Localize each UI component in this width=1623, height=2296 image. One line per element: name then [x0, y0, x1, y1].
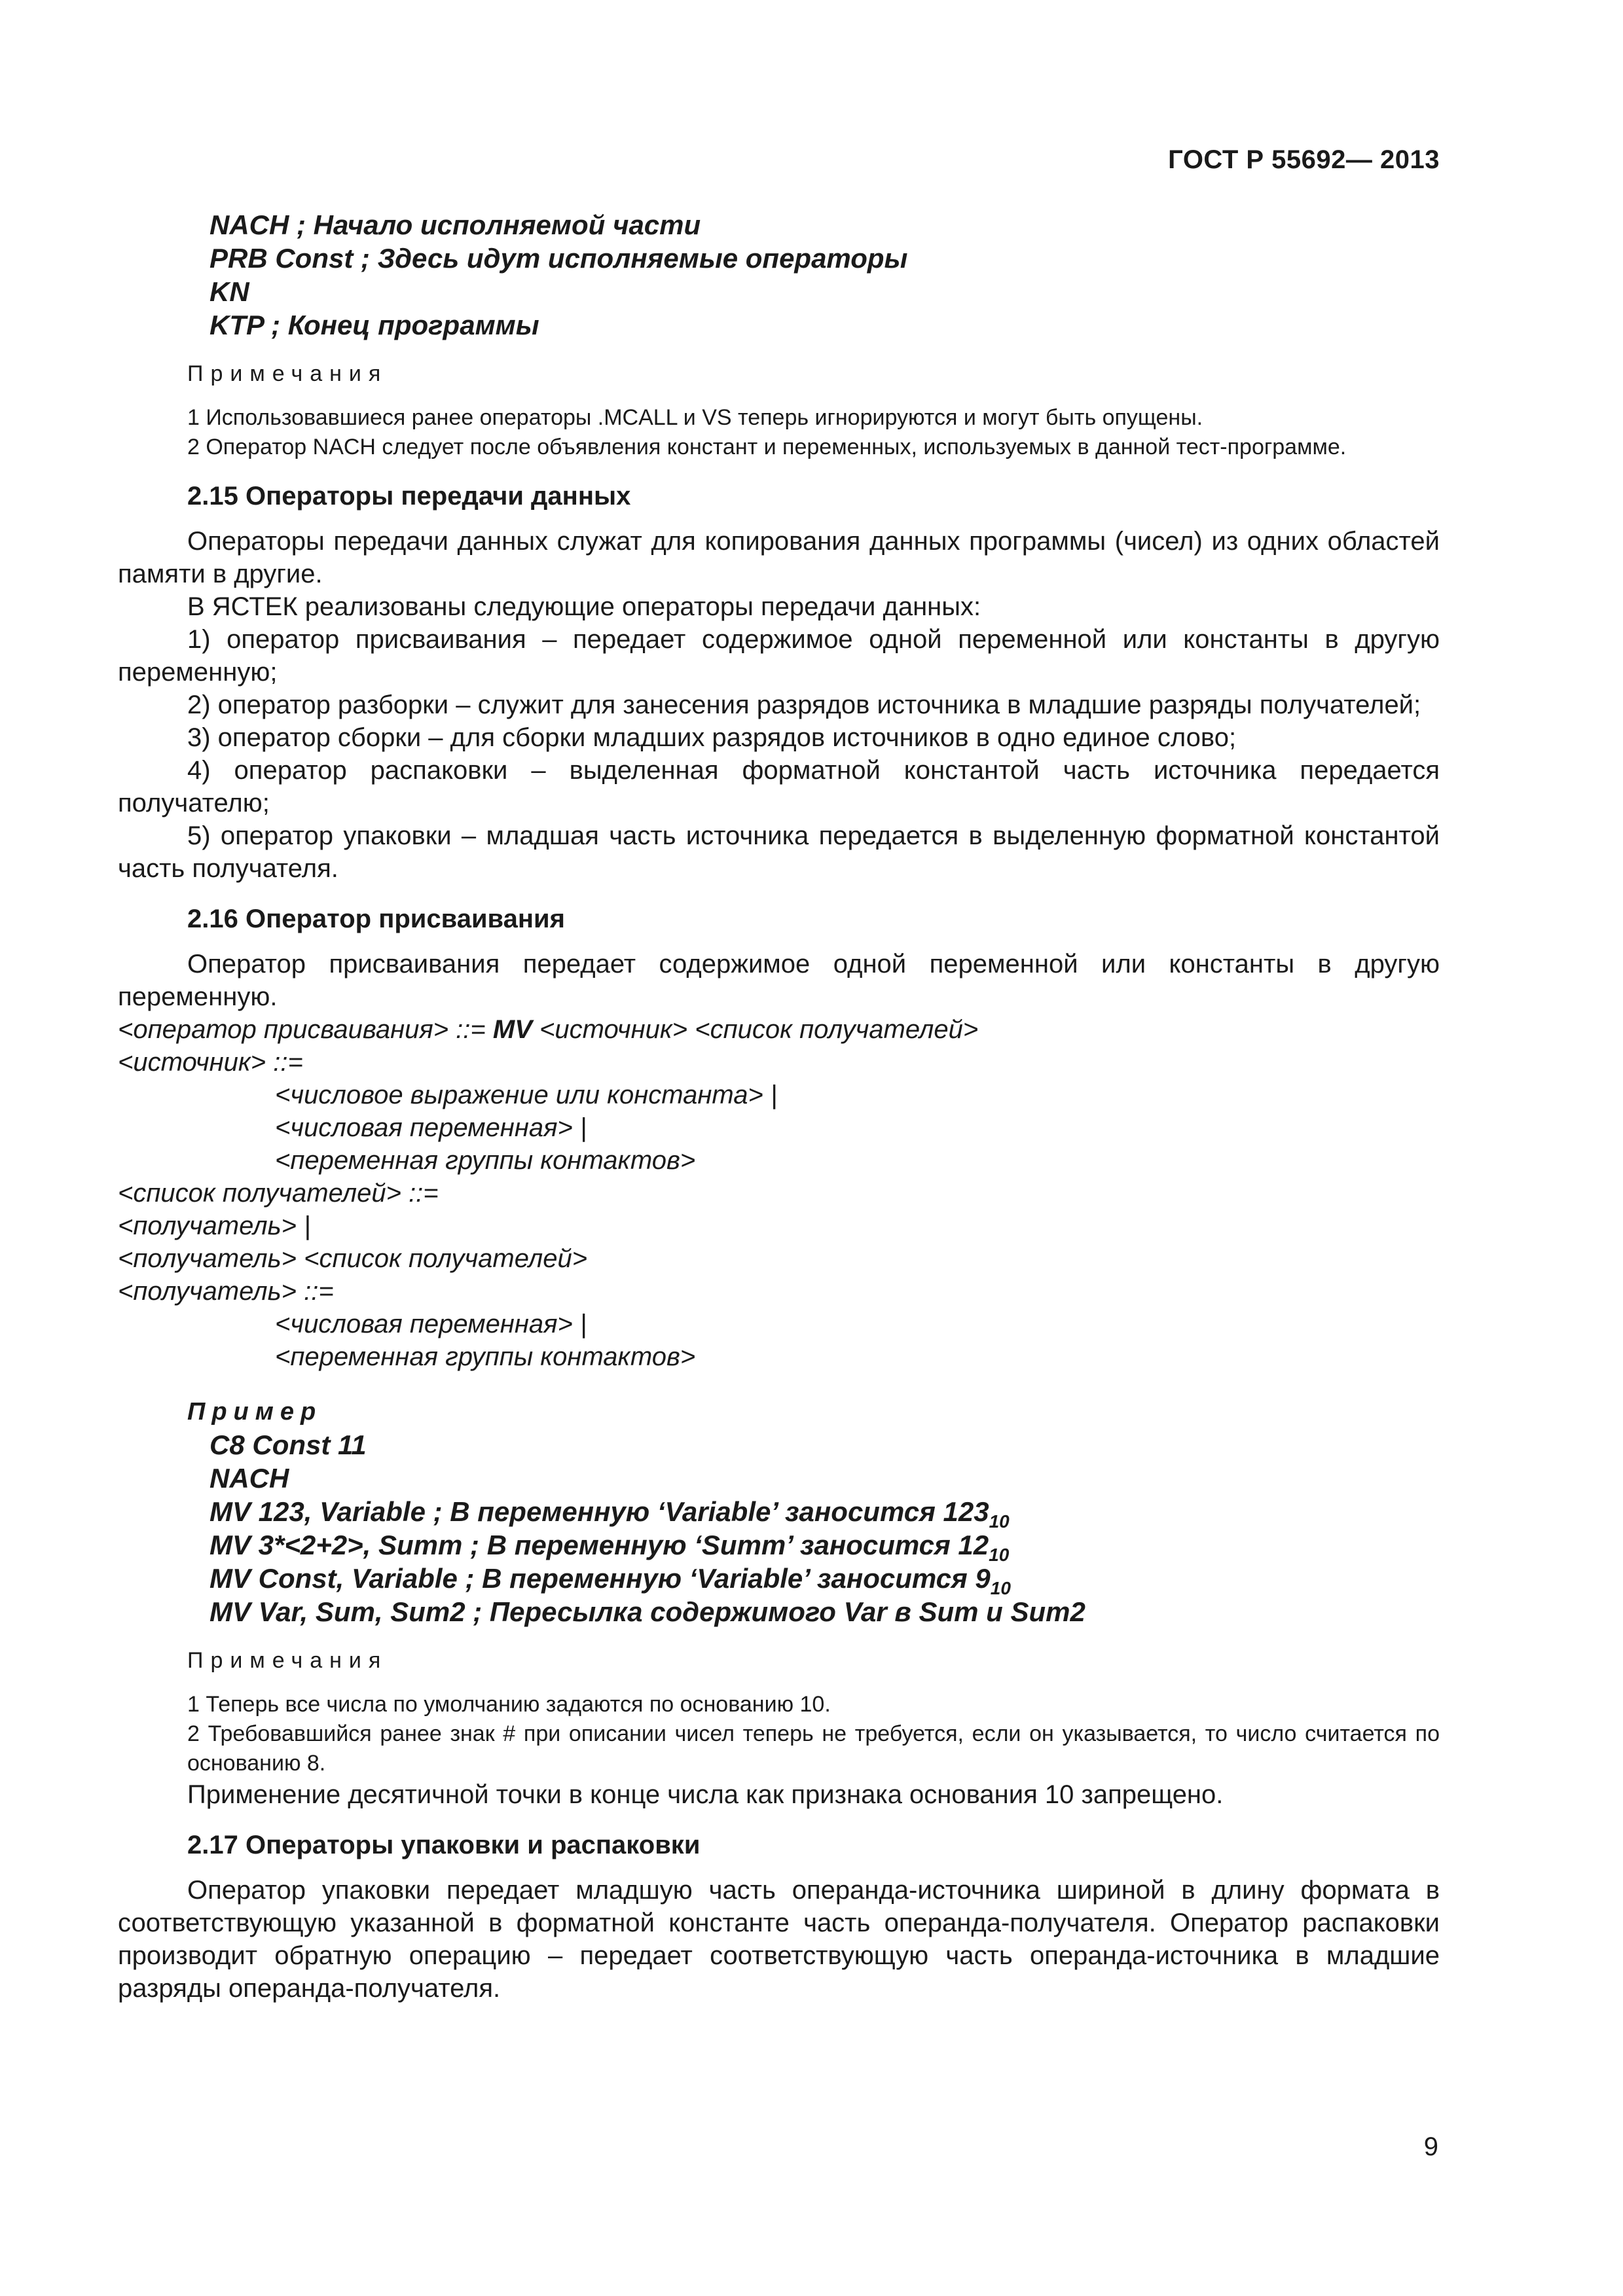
note-item: 1 Теперь все числа по умолчанию задаются по основанию 10.: [187, 1692, 831, 1717]
code-line: PRB Const ; Здесь идут исполняемые операторы: [210, 243, 908, 274]
grammar-line: <источник> ::=: [118, 1048, 303, 1077]
section-heading-2-16: 2.16 Оператор присваивания: [187, 905, 565, 933]
code-line: KN: [210, 276, 249, 307]
note-item: 2 Требовавшийся ранее знак # при описании чисел теперь не требуется, если он указывается, то число считается по основанию 8.: [187, 1721, 1440, 1776]
list-item: 1) оператор присваивания – передает содержимое одной переменной или константы в другую переменную;: [118, 625, 1440, 687]
notes-title: Примечания: [187, 361, 388, 386]
notes-title: Примечания: [187, 1648, 388, 1673]
code-line: NACH ; Начало исполняемой части: [210, 209, 701, 240]
code-line: MV Var, Sum, Sum2 ; Пересылка содержимого Var в Sum и Sum2: [210, 1596, 1085, 1627]
grammar-line: <переменная группы контактов>: [275, 1146, 696, 1175]
code-line: KTP ; Конец программы: [210, 310, 539, 340]
code-line: NACH: [210, 1463, 289, 1494]
grammar-line: <переменная группы контактов>: [275, 1342, 696, 1371]
paragraph: Применение десятичной точки в конце числа как признака основания 10 запрещено.: [187, 1780, 1224, 1809]
grammar-line: <получатель> |: [118, 1211, 311, 1240]
paragraph: В ЯСТЕК реализованы следующие операторы передачи данных:: [187, 592, 981, 621]
example-code-block: [118, 1428, 1440, 1628]
subscript-base: 10: [989, 1545, 1010, 1565]
code-line: MV 123, Variable ; В переменную ‘Variable’ заносится $123_{10}$: [210, 1496, 1010, 1532]
code-block-program-end: [118, 208, 1440, 342]
list-item: 2) оператор разборки – служит для занесения разрядов источника в младшие разряды получателей;: [187, 691, 1421, 719]
note-item: 1 Использовавшиеся ранее операторы .MCALL и VS теперь игнорируются и могут быть опущены.: [187, 405, 1203, 430]
mv-keyword: MV: [492, 1015, 532, 1044]
grammar-block: [118, 1013, 1440, 1373]
document-code-header: ГОСТ Р 55692— 2013: [1168, 145, 1440, 174]
paragraph: Оператор присваивания передает содержимое одной переменной или константы в другую переменную.: [118, 950, 1440, 1011]
grammar-line: <оператор присваивания> ::= MV <источник> <список получателей>: [118, 1015, 979, 1044]
section-heading-2-15: 2.15 Операторы передачи данных: [187, 482, 631, 511]
paragraph: Операторы передачи данных служат для копирования данных программы (чисел) из одних областей памяти в другие.: [118, 527, 1440, 588]
grammar-line: <получатель> <список получателей>: [118, 1244, 588, 1273]
grammar-line: <числовая переменная> |: [275, 1310, 587, 1338]
section-heading-2-17: 2.17 Операторы упаковки и распаковки: [187, 1831, 701, 1859]
paragraph: Оператор упаковки передает младшую часть операнда-источника шириной в длину формата в соответствующую указанной в форматной константе часть операнда-получателя. Оператор распаковки производит обратную операцию – передает соответствующую часть операнда-источника в младшие разряды операнда-получателя.: [118, 1876, 1440, 2003]
page-number: 9: [1423, 2132, 1438, 2161]
list-item: 4) оператор распаковки – выделенная форматной константой часть источника передается получателю;: [118, 756, 1440, 817]
list-item: 5) оператор упаковки – младшая часть источника передается в выделенную форматной константой часть получателя.: [118, 821, 1440, 883]
grammar-line: <список получателей> ::=: [118, 1179, 439, 1208]
grammar-line: <числовая переменная> |: [275, 1113, 587, 1142]
list-item: 3) оператор сборки – для сборки младших разрядов источников в одно единое слово;: [187, 723, 1237, 752]
code-line: MV 3*<2+2>, Summ ; В переменную ‘Summ’ заносится $12_{10}$: [210, 1530, 1010, 1565]
subscript-base: 10: [990, 1578, 1011, 1598]
note-item: 2 Оператор NACH следует после объявления констант и переменных, используемых в данной тест-программе.: [187, 435, 1347, 459]
page-content: [118, 208, 1440, 2005]
code-line: C8 Const 11: [210, 1429, 367, 1460]
grammar-line: <получатель> ::=: [118, 1277, 334, 1306]
code-line: MV Const, Variable ; В переменную ‘Variable’ заносится $9_{10}$: [210, 1563, 1011, 1598]
subscript-base: 10: [989, 1511, 1010, 1532]
example-title: Пример: [187, 1398, 323, 1426]
grammar-line: <числовое выражение или константа> |: [275, 1081, 778, 1109]
